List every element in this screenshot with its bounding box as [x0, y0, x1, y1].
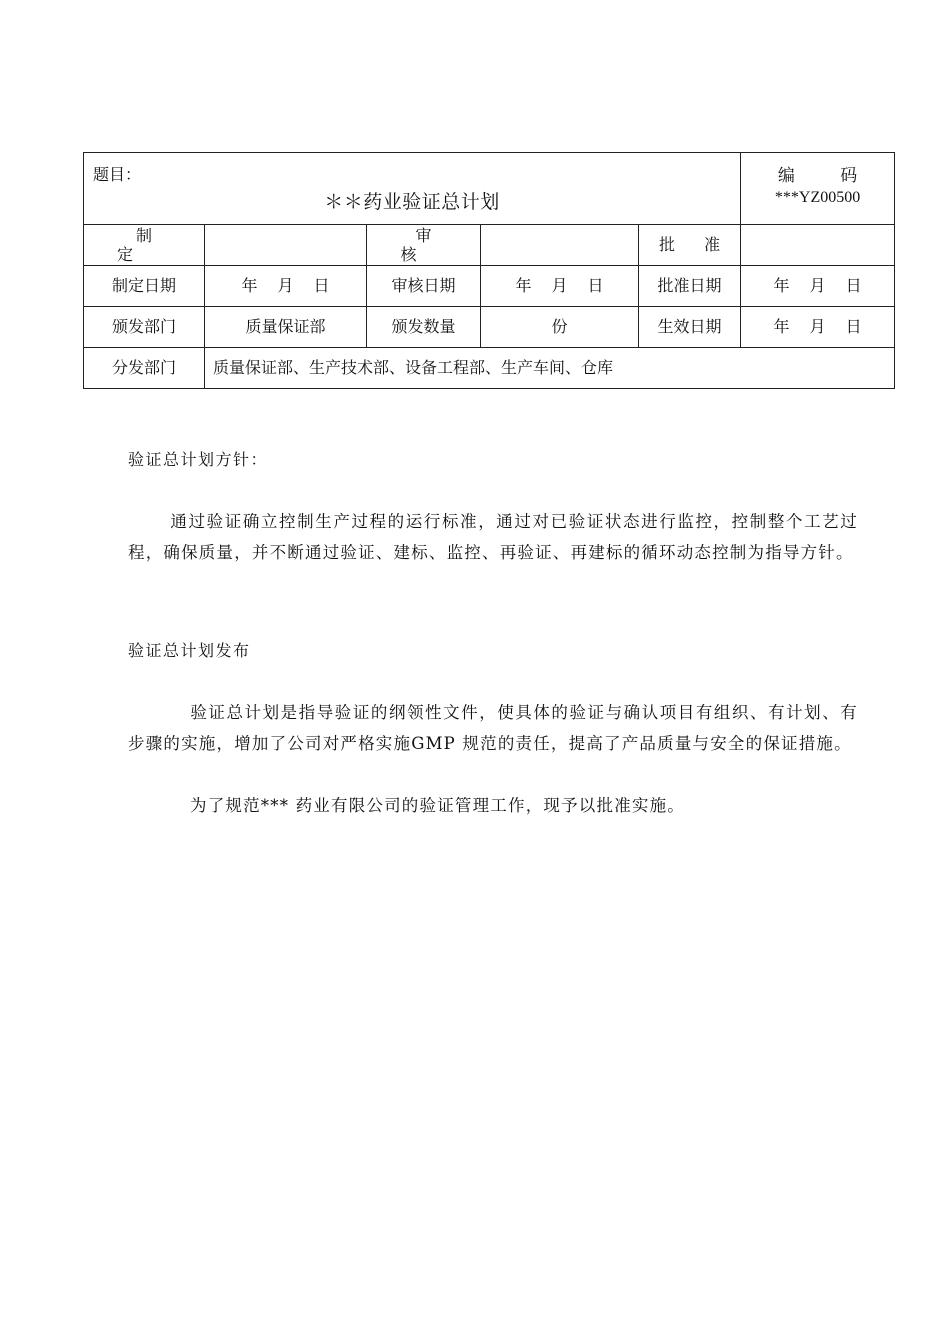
document-header-table	[83, 152, 895, 389]
date-year: 年	[515, 276, 532, 296]
policy-paragraph	[128, 506, 858, 568]
review-label: 审 核	[400, 225, 462, 264]
effective-date-label: 生效日期	[639, 307, 741, 348]
review-label-cell	[367, 225, 481, 266]
code-value: ***YZ00500	[774, 189, 861, 207]
issue-qty-value: 份	[481, 307, 639, 348]
issue-dept-label: 颁发部门	[84, 307, 205, 348]
made-by-label: 制 定	[116, 225, 190, 264]
code-cell	[741, 153, 895, 225]
policy-heading: 验证总计划方针：	[128, 450, 269, 469]
review-date-label: 审核日期	[367, 266, 481, 307]
made-by-value	[205, 225, 367, 266]
release-paragraph-2	[128, 790, 858, 821]
date-day: 日	[845, 276, 862, 296]
date-month: 月	[809, 317, 826, 337]
date-day: 日	[313, 276, 330, 296]
date-month: 月	[551, 276, 568, 296]
date-month: 月	[277, 276, 294, 296]
policy-text: 通过验证确立控制生产过程的运行标准，通过对已验证状态进行监控，控制整个工艺过程，确保质量，并不断通过验证、建标、监控、再验证、再建标的循环动态控制为指导方针。	[128, 512, 858, 562]
release-text-1: 验证总计划是指导验证的纲领性文件，使具体的验证与确认项目有组织、有计划、有步骤的实施，增加了公司对严格实施GMP 规范的责任，提高了产品质量与安全的保证措施。	[128, 703, 858, 753]
release-paragraph-1	[128, 697, 858, 759]
review-date-value	[481, 266, 639, 307]
release-text-2: 为了规范*** 药业有限公司的验证管理工作，现予以批准实施。	[190, 796, 685, 815]
date-year: 年	[241, 276, 258, 296]
issue-qty-label: 颁发数量	[367, 307, 481, 348]
date-year: 年	[773, 317, 790, 337]
review-value	[481, 225, 639, 266]
made-date-value	[205, 266, 367, 307]
approve-date-value	[741, 266, 895, 307]
approve-label: 批 准	[658, 235, 733, 255]
approve-label-cell	[639, 225, 741, 266]
date-year: 年	[773, 276, 790, 296]
dist-dept-label: 分发部门	[84, 348, 205, 389]
title-label: 题目：	[93, 165, 142, 184]
dist-dept-value: 质量保证部、生产技术部、设备工程部、生产车间、仓库	[205, 348, 895, 389]
date-day: 日	[845, 317, 862, 337]
date-month: 月	[809, 276, 826, 296]
title-cell	[84, 153, 741, 225]
document-title: ＊＊药业验证总计划	[324, 191, 500, 213]
release-heading: 验证总计划发布	[128, 641, 251, 660]
code-label: 编 码	[777, 165, 878, 186]
approve-date-label: 批准日期	[639, 266, 741, 307]
approve-value	[741, 225, 895, 266]
made-date-label: 制定日期	[84, 266, 205, 307]
effective-date-value	[741, 307, 895, 348]
made-by-label-cell	[84, 225, 205, 266]
issue-dept-value: 质量保证部	[205, 307, 367, 348]
date-day: 日	[587, 276, 604, 296]
